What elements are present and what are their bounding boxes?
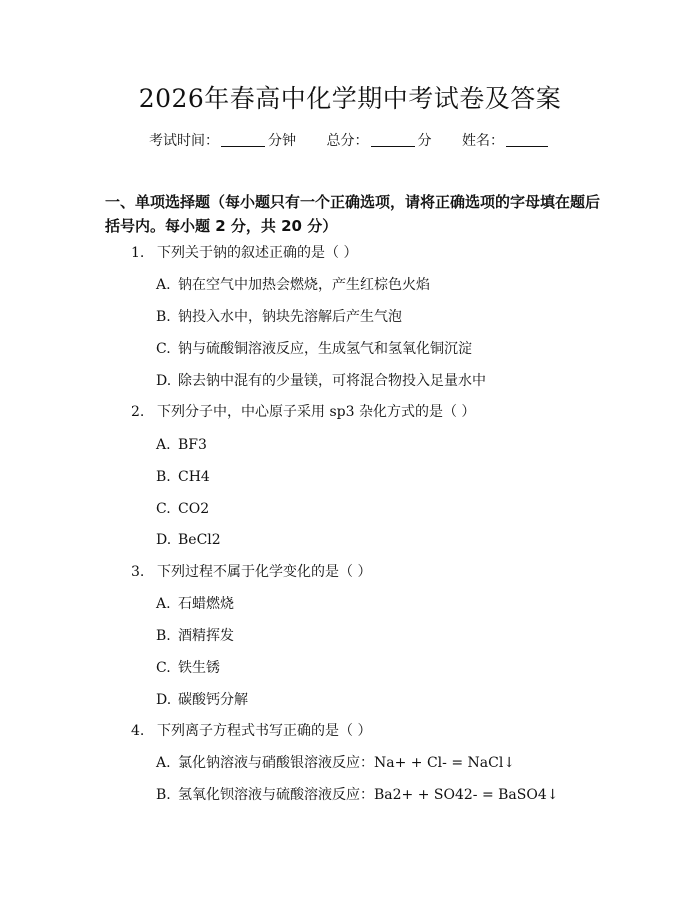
option-text: 酒精挥发 [178, 628, 234, 644]
option-text: 除去钠中混有的少量镁，可将混合物投入足量水中 [178, 373, 486, 389]
option-letter: B. [156, 628, 171, 644]
option-text: 石蜡燃烧 [178, 596, 234, 612]
option-letter: B. [156, 469, 171, 485]
option [156, 307, 402, 327]
option-text: 氢氧化钡溶液与硫酸溶液反应：Ba2+ + SO42- = BaSO4↓ [178, 787, 559, 803]
option [156, 690, 248, 710]
option-text: BeCl2 [178, 532, 221, 548]
option [156, 467, 210, 487]
question [131, 721, 371, 741]
option-letter: A. [156, 755, 171, 771]
time-field [149, 131, 296, 151]
name-label: 姓名： [461, 133, 504, 149]
question-text: 下列分子中，中心原子采用 sp3 杂化方式的是（ ） [157, 404, 476, 420]
option [156, 753, 515, 773]
score-blank[interactable] [371, 132, 415, 147]
time-unit: 分钟 [268, 133, 297, 149]
option-letter: A. [156, 437, 171, 453]
exam-title: 2026年春高中化学期中考试卷及答案 [138, 84, 562, 113]
option [156, 530, 221, 550]
time-label: 考试时间： [149, 133, 220, 149]
question-text: 下列过程不属于化学变化的是（ ） [157, 564, 372, 580]
question-number: 4. [131, 723, 145, 739]
option-text: 氯化钠溶液与硝酸银溶液反应：Na+ + Cl- = NaCl↓ [178, 755, 516, 771]
option [156, 658, 220, 678]
option-text: 碳酸钙分解 [178, 692, 248, 708]
option [156, 594, 234, 614]
question [131, 402, 475, 422]
question-number: 2. [131, 404, 145, 420]
option-text: 铁生锈 [178, 660, 220, 676]
name-blank[interactable] [506, 132, 548, 147]
option-text: 钠与硫酸铜溶液反应，生成氢气和氢氧化铜沉淀 [178, 341, 472, 357]
option-letter: D. [156, 373, 172, 389]
option-letter: C. [156, 501, 171, 517]
option [156, 371, 486, 391]
option-text: 钠在空气中加热会燃烧，产生红棕色火焰 [178, 277, 430, 293]
question-number: 3. [131, 564, 145, 580]
question [131, 562, 371, 582]
option-letter: A. [156, 277, 171, 293]
option-text: CO2 [178, 501, 210, 517]
option [156, 785, 559, 805]
question-text: 下列关于钠的叙述正确的是（ ） [157, 245, 358, 261]
exam-info-line [0, 131, 700, 151]
score-unit: 分 [417, 133, 432, 149]
option [156, 499, 209, 519]
option-letter: C. [156, 660, 171, 676]
option [156, 339, 472, 359]
option-letter: A. [156, 596, 171, 612]
option-text: BF3 [178, 437, 207, 453]
option-letter: D. [156, 692, 172, 708]
option-text: 钠投入水中，钠块先溶解后产生气泡 [178, 309, 402, 325]
option-letter: D. [156, 532, 172, 548]
question-number: 1. [131, 245, 145, 261]
section-heading: 一、单项选择题（每小题只有一个正确选项，请将正确选项的字母填在题后括号内。每小题 2 分，共 20 分） [105, 193, 601, 235]
option [156, 275, 430, 295]
option [156, 435, 207, 455]
option-text: CH4 [178, 469, 210, 485]
option-letter: B. [156, 787, 171, 803]
time-blank[interactable] [221, 132, 265, 147]
score-label: 总分： [326, 133, 369, 149]
option-letter: C. [156, 341, 171, 357]
question [131, 243, 357, 263]
score-field [327, 131, 432, 151]
option-letter: B. [156, 309, 171, 325]
name-field [462, 131, 551, 151]
question-text: 下列离子方程式书写正确的是（ ） [157, 723, 372, 739]
option [156, 626, 234, 646]
